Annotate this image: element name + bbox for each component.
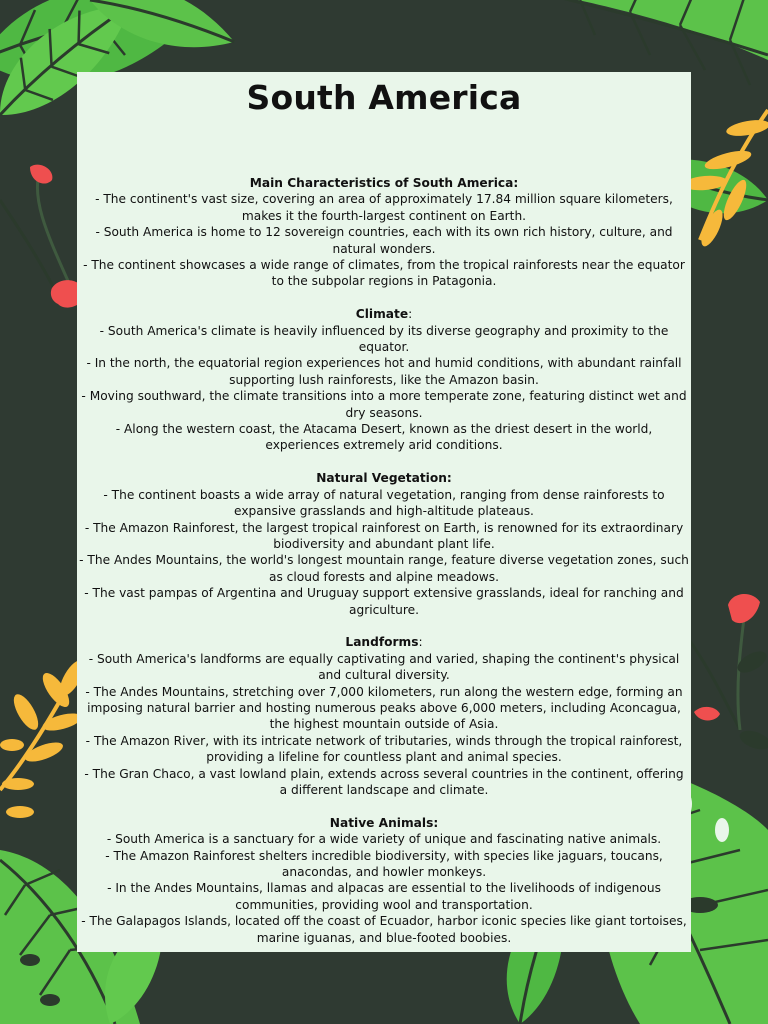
article-body xyxy=(77,175,691,946)
section-heading xyxy=(79,306,689,322)
bullet-line: - South America's landforms are equally captivating and varied, shaping the continent's physical and cultural diversity. xyxy=(88,651,680,683)
section xyxy=(79,175,689,290)
bullet-line: - South America's climate is heavily influenced by its diverse geography and proximity to the equator. xyxy=(99,323,669,355)
content-card xyxy=(77,72,691,952)
bullet-line: - The Andes Mountains, the world's longest mountain range, feature diverse vegetation zones, such as cloud forests and alpine meadows. xyxy=(79,553,689,584)
section-heading-text: Native Animals: xyxy=(329,815,439,830)
section-heading xyxy=(79,175,689,191)
section xyxy=(79,815,689,946)
bullet-line: - Along the western coast, the Atacama Desert, known as the driest desert in the world, experiences extremely arid conditions. xyxy=(115,422,653,453)
section xyxy=(79,306,689,454)
section-heading xyxy=(79,634,689,650)
section-heading xyxy=(79,815,689,831)
bullet-line: - South America is home to 12 sovereign countries, each with its own rich history, culture, and natural wonders. xyxy=(95,225,673,256)
bullet-line: - In the north, the equatorial region experiences hot and humid conditions, with abundant rainfall supporting lush rainforests, like the Amazon basin. xyxy=(86,356,682,387)
bullet-line: - The Amazon River, with its intricate network of tributaries, winds through the tropical rainforest, providing a lifeline for countless plant and animal species. xyxy=(85,733,683,765)
section-heading-text: Climate xyxy=(355,307,409,322)
section-heading-colon: : xyxy=(418,635,423,650)
bullet-line: - The continent showcases a wide range of climates, from the tropical rainforests near the equator to the subpolar regions in Patagonia. xyxy=(83,258,685,289)
section xyxy=(79,470,689,618)
section xyxy=(79,634,689,798)
bullet-line: - South America is a sanctuary for a wide variety of unique and fascinating native animals. xyxy=(106,832,662,847)
section-heading-colon: : xyxy=(408,307,413,322)
bullet-line: - The Gran Chaco, a vast lowland plain, extends across several countries in the continent, offering a different landscape and climate. xyxy=(84,766,684,797)
bullet-line: - The Galapagos Islands, located off the coast of Ecuador, harbor iconic species like giant tortoises, marine iguanas, and blue-footed boobies. xyxy=(81,914,687,945)
section-heading-text: Landforms xyxy=(345,635,419,650)
bullet-line: - Moving southward, the climate transitions into a more temperate zone, featuring distinct wet and dry seasons. xyxy=(81,389,687,420)
bullet-line: - The Amazon Rainforest, the largest tropical rainforest on Earth, is renowned for its extraordinary biodiversity and abundant plant life. xyxy=(84,520,684,551)
page-title: South America xyxy=(246,78,522,117)
bullet-line: - The Amazon Rainforest shelters incredible biodiversity, with species like jaguars, toucans, anacondas, and howler monkeys. xyxy=(105,848,663,879)
section-heading-text: Natural Vegetation: xyxy=(316,471,452,486)
bullet-line: - The continent's vast size, covering an area of approximately 17.84 million square kilometers, makes it the fourth-largest continent on Earth. xyxy=(95,192,673,223)
bullet-line: - In the Andes Mountains, llamas and alpacas are essential to the livelihoods of indigenous communities, providing wool and transportation. xyxy=(107,881,661,912)
bullet-line: - The vast pampas of Argentina and Uruguay support extensive grasslands, ideal for ranching and agriculture. xyxy=(84,586,684,617)
bullet-line: - The continent boasts a wide array of natural vegetation, ranging from dense rainforests to expansive grasslands and high-altitude plateaus. xyxy=(103,487,665,519)
bullet-line: - The Andes Mountains, stretching over 7,000 kilometers, run along the western edge, forming an imposing natural barrier and hosting numerous peaks above 6,000 meters, including Aconcagua, the highest mountain outside of Asia. xyxy=(85,684,683,732)
section-heading-text: Main Characteristics of South America: xyxy=(249,176,519,190)
section-heading xyxy=(79,470,689,486)
